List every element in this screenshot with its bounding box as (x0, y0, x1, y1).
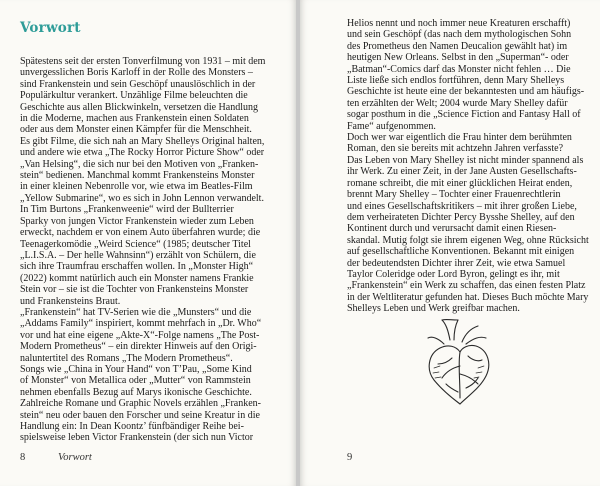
text-line: „Van Helsing“, die sich nur bei den Motiven von „Franken- (20, 158, 259, 170)
text-line: „Yellow Submarine“, wo es sich in John Lennon verwandelt. (20, 192, 264, 204)
right-page-body (347, 18, 589, 315)
text-line: Populärkultur verankert. Unzählige Filme beleuchten die (20, 90, 248, 102)
text-line: Kontinent durch und verursacht damit einen Riesen- (347, 223, 557, 235)
text-line: Modern Prometheus“ – ein direkter Hinweis auf den Origi- (20, 341, 257, 353)
text-line: Geschichte ist heute eine der bekanntesten und am häufigs- (347, 86, 585, 98)
running-footer-title: Vorwort (58, 452, 92, 463)
text-line: heutigen New Orleans. Selbst in den „Superman“- oder (347, 52, 569, 64)
text-line: Fame“ aufgenommen. (347, 120, 436, 132)
text-line: In Tim Burtons „Frankenweenie“ wird der Bullterrier (20, 204, 234, 216)
text-line: und sein Geschöpf (das nach dem mythologischen Sohn (347, 29, 572, 41)
text-line: Teenagerkomödie „Weird Science“ (1985; deutscher Titel (20, 238, 251, 250)
left-page (0, 0, 296, 486)
text-line: Geschichte aus allen Blickwinkeln, versetzen die Handlung (20, 101, 258, 113)
text-line: Helios nennt und noch immer neue Kreaturen erschafft) (347, 18, 571, 29)
text-line: Sparky von jungen Victor Frankenstein wieder zum Leben (20, 215, 254, 227)
text-line: in einer kleinen Nebenrolle vor, wie etwa im Beatles-Film (20, 181, 253, 193)
text-line: Das Leben von Mary Shelley ist nicht minder spannend als (347, 154, 584, 166)
text-line: ten erzählten der Welt; 2004 wurde Mary Shelley dafür (347, 97, 568, 109)
page-number: 8 (20, 452, 26, 463)
text-line: und Frankensteins Braut. (20, 295, 121, 307)
text-line: spielsweise leben Victor Frankenstein (der sich nun Victor (20, 432, 254, 444)
text-line: des Prometheus den Namen Deucalion gewählt hat) im (347, 40, 568, 52)
text-line: Zahlreiche Romane und Graphic Novels erzählen „Franken- (20, 398, 262, 410)
text-line: of Monster“ von Metallica oder „Mutter“ von Rammstein (20, 375, 251, 387)
text-line: in die Moderne, machen aus Frankenstein einen Soldaten (20, 113, 249, 125)
text-line: der bedeutendsten Dichter ihrer Zeit, wie etwa Samuel (347, 257, 566, 269)
text-line: „Addams Family“ inspiriert, kommt mehrfach in „Dr. Who“ (20, 318, 262, 330)
left-page-body (20, 56, 282, 444)
text-line: stein“ bedienen. Manchmal kommt Frankensteins Monster (20, 170, 255, 182)
text-line: oder aus dem Monster einen Kämpfer für die Menschheit. (20, 124, 252, 136)
text-line: „L.I.S.A. – Der helle Wahnsinn“) erzählt von Schülern, die (20, 249, 256, 261)
text-line: Stein vor – sie ist die Tochter von Frankensteins Monster (20, 284, 249, 296)
text-line: erweckt, nachdem er von einem Auto überfahren wurde; die (20, 227, 261, 239)
text-line: in der Weltliteratur gefunden hat. Dieses Buch möchte Mary (347, 291, 589, 303)
chapter-heading: Vorwort (20, 20, 81, 36)
text-line: dem verheirateten Dichter Percy Bysshe Shelley, auf den (347, 211, 575, 223)
text-line: unvergesslichen Boris Karloff in der Rolle des Monsters – (20, 67, 253, 79)
text-line: Spätestens seit der ersten Tonverfilmung von 1931 – mit dem (20, 56, 266, 67)
text-line: „Frankenstein“ ein Werk zu schaffen, das einen festen Platz (347, 280, 586, 292)
text-line: nehmen ebenfalls Bezug auf Marys ikonische Geschichte. (20, 386, 252, 398)
page-number: 9 (347, 452, 353, 463)
text-line: stein“ neu oder bauen den Forscher und seine Kreatur in die (20, 409, 260, 421)
text-line: Songs wie „China in Your Hand“ von T’Pau, „Some Kind (20, 363, 252, 375)
text-line: Es gibt Filme, die sich nah an Mary Shelleys Original halten, (20, 135, 265, 147)
text-line: ihr Werk. Zu einer Zeit, in der Jane Austen Gesellschafts- (347, 166, 577, 178)
text-line: und andere wie etwa „The Rocky Horror Picture Show“ oder (20, 147, 265, 159)
text-line: (2022) kommt natürlich auch ein Monster namens Frankie (20, 272, 254, 284)
text-line: auf gesellschaftliche Konventionen. Bekannt mit einigen (347, 246, 575, 258)
text-line: Handlung ein: In Dean Koontz’ fünfbändiger Reihe bei- (20, 421, 244, 432)
text-line: Roman, den sie bereits mit achtzehn Jahren verfasste? (347, 143, 564, 155)
text-line: skandal. Mutig folgt sie ihrem eigenen Weg, ohne Rücksicht (347, 234, 589, 246)
text-line: Doch wer war eigentlich die Frau hinter dem berühmten (347, 132, 572, 144)
text-line: Liste ließe sich endlos fortführen, denn Mary Shelleys (347, 75, 565, 87)
text-line: romane schreibt, die mit einer glücklichen Heirat enden, (347, 177, 573, 189)
text-line: „Frankenstein“ hat TV-Serien wie die „Munsters“ und die (20, 306, 252, 318)
text-line: sogar posthum in die „Science Fiction and Fantasy Hall of (347, 109, 581, 121)
text-line: vor und hat eine eigene „Akte-X“-Folge namens „The Post- (20, 329, 260, 341)
text-line: brennt Mary Shelley – Tochter einer Frauenrechtlerin (347, 189, 561, 201)
text-line: sich ihre Traumfrau erschaffen wollen. In „Monster High“ (20, 261, 254, 273)
text-line: und eines Gesellschaftskritikers – mit ihrer großen Liebe, (347, 200, 577, 212)
anatomical-heart-icon (420, 318, 502, 406)
text-line: sind Frankenstein und sein Geschöpf unauslöschlich in der (20, 78, 256, 90)
right-page (300, 0, 600, 486)
text-line: Shelleys Leben und Werk greifbar machen. (347, 303, 520, 315)
text-line: naluntertitel des Romans „The Modern Prometheus“. (20, 352, 233, 364)
text-line: „Batman“-Comics darf das Monster nicht fehlen … Die (347, 63, 571, 75)
text-line: Taylor Coleridge oder Lord Byron, gelingt es ihr, mit (347, 268, 560, 280)
